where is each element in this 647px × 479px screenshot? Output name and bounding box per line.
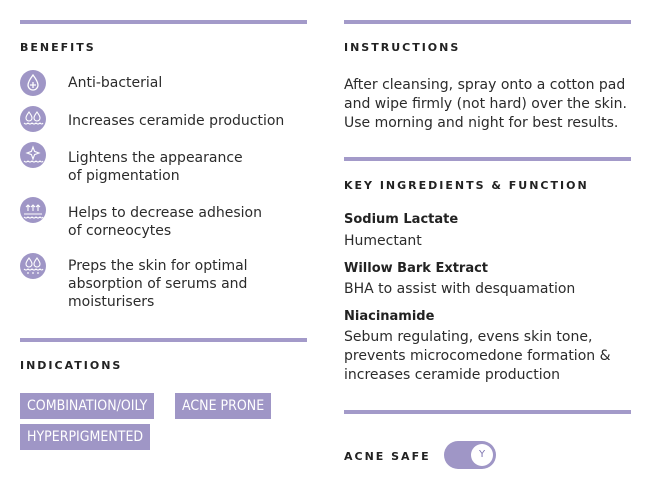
instructions-text	[344, 76, 634, 133]
ingredient-function: BHA to assist with desquamation	[344, 281, 576, 297]
ingredient-function: Humectant	[344, 233, 422, 249]
benefit-text	[68, 204, 298, 240]
benefit-text: Anti-bacterial	[68, 75, 163, 91]
indication-tag: COMBINATION/OILY	[20, 393, 154, 419]
ingredient-name: Willow Bark Extract	[344, 261, 489, 276]
ingredient-function-line: increases ceramide production	[344, 367, 561, 383]
indication-tag: ACNE PRONE	[175, 393, 271, 419]
instructions-line: Use morning and night for best results.	[344, 115, 619, 131]
indication-tag: HYPERPIGMENTED	[20, 424, 150, 450]
instructions-line: After cleansing, spray onto a cotton pad	[344, 77, 626, 93]
benefit-text: Increases ceramide production	[68, 113, 285, 129]
benefit-text-line: Helps to decrease adhesion	[68, 205, 262, 221]
ingredient-function-line: Sebum regulating, evens skin tone,	[344, 329, 593, 345]
benefit-text-line: moisturisers	[68, 294, 155, 310]
ingredient-name: Sodium Lactate	[344, 212, 459, 227]
benefit-text-line: of pigmentation	[68, 168, 180, 184]
divider	[344, 20, 631, 24]
divider	[20, 20, 307, 24]
benefit-text-line: Preps the skin for optimal	[68, 258, 248, 274]
benefit-text-line: Lightens the appearance	[68, 150, 243, 166]
instructions-line: and wipe firmly (not hard) over the skin.	[344, 96, 627, 112]
benefits-heading: BENEFITS	[20, 41, 96, 54]
acne-safe-toggle[interactable]	[444, 441, 496, 469]
benefit-text-line: absorption of serums and	[68, 276, 248, 292]
sparkle-icon	[20, 142, 46, 168]
benefit-text	[68, 257, 298, 311]
benefit-text-line: of corneocytes	[68, 223, 172, 239]
ingredient-function-line: prevents microcomedone formation &	[344, 348, 611, 364]
divider	[344, 157, 631, 161]
divider	[20, 338, 307, 342]
antibacterial-drop-icon	[20, 70, 46, 96]
absorption-drops-icon	[20, 253, 46, 279]
divider	[344, 410, 631, 414]
ingredient-name: Niacinamide	[344, 309, 435, 324]
ceramide-drops-icon	[20, 106, 46, 132]
ingredients-heading: KEY INGREDIENTS & FUNCTION	[344, 179, 589, 192]
acne-safe-knob[interactable]: Y	[471, 444, 493, 466]
ingredient-function	[344, 328, 634, 385]
benefit-text	[68, 149, 298, 185]
instructions-heading: INSTRUCTIONS	[344, 41, 461, 54]
indications-heading: INDICATIONS	[20, 359, 123, 372]
acne-safe-label: ACNE SAFE	[344, 450, 431, 463]
arrows-up-icon	[20, 197, 46, 223]
